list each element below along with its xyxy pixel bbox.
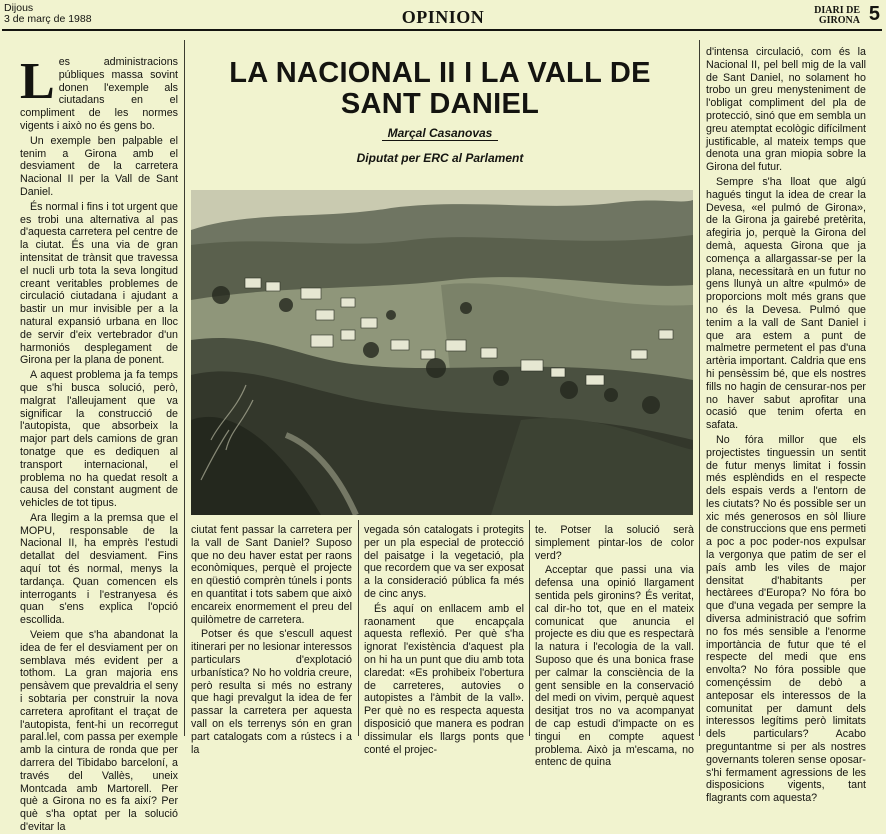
paragraph: Potser és que s'escull aquest itinerari per no lesionar interessos particulars d'explotació urbanística? No ho voldria creure, però resulta si més no estrany que hagi prevalgut la idea de fer passar la carretera per aquesta vall on els terrenys són en gran part catalogats com a rústecs i a la <box>191 628 352 756</box>
column-divider <box>184 40 185 736</box>
article-column-2 <box>191 524 352 756</box>
author-role: Diputat per ERC al Parlament <box>356 151 524 165</box>
paragraph: És normal i fins i tot urgent que es trobi una alternativa al pas d'aquesta carretera pel centre de la ciutat. És una via de gran intensitat de trànsit que travessa el nucli urb tota la seva longitud creant veritables problemes de circulació ciutadana i ajudant a bastir un mur invisible per a la natural expansió urbana en lloc de servir d'eix vertebrador d'un harmoniós desplegament de Girona per la plana de ponent. <box>20 200 178 367</box>
drop-cap: L <box>20 53 55 110</box>
article-column-4 <box>535 524 694 769</box>
paragraph: A aquest problema ja fa temps que s'hi busca solució, però, malgrat l'alleujament que va significar la construcció de l'autopista, que absorbeix la major part dels camions de gran tonatge que es dediquen al transport internacional, el problema no ha quedat resolt a causa del constant augment de vehicles de tot tipus. <box>20 369 178 510</box>
issue-full-date: 3 de març de 1988 <box>4 13 92 25</box>
paragraph: Acceptar que passi una via defensa una opinió llargament sentida pels gironins? És veritat, cal dir-ho tot, que en el mateix comunicat que anuncia el projecte es diu que es respectarà la natura i l'ecologia de la vall. Suposo que és una bonica frase per calmar la consciència de la gent sensible en la conservació del medi on vivim, perquè aquest desitjat tros no va acompanyat de cap estudi d'impacte on es tingui en compte aquest problema. Això ja m'escama, no entenc de quina <box>535 564 694 769</box>
newspaper-name <box>814 6 860 26</box>
article-title: LA NACIONAL II I LA VALL DE SANT DANIEL <box>229 57 651 120</box>
page-number: 5 <box>868 3 880 25</box>
paragraph: te. Potser la solució serà simplement pintar-los de color verd? <box>535 524 694 562</box>
valley-landscape-photo <box>191 190 693 515</box>
article-column-5 <box>706 46 866 805</box>
column-divider <box>358 520 359 736</box>
paragraph: ciutat fent passar la carretera per la vall de Sant Daniel? Suposo que no deu haver estat per raons econòmiques, perquè el projecte en qüestió comprèn túnels i ponts en quantitat i tots sabem que això encareix enormement el preu del quilòmetre de carretera. <box>191 524 352 626</box>
paragraph: Veiem que s'ha abandonat la idea de fer el desviament per on semblava més evident per a tothom. La gran majoria ens pensàvem que prevaldria el seny i sobtaria per construir la nova carretera aprofitant el traçat de l'autopista, fent-hi un recorregut paral.lel, com passa per exemple amb la cintura de ronda que per darrera del Tibidabo barceloní, a través del Vallès, uneix Montcada amb Martorell. Per què a Girona no es fa així? Per què s'ha optat per la solució d'evitar la <box>20 629 178 834</box>
paragraph: No fóra millor que els projectistes tinguessin un sentit de futur menys limitat i fossin més esplèndids en el respecte dels espais verds a l'entorn de les ciutats? No és possible ser un xic més generosos en sòl lliure de construccions que ens permeti a poc a poc poder-nos expulsar la vergonya que patim de ser el país amb les viles de major densitat d'habitants per hectàrees d'Europa? No fóra bo que d'una vegada per sempre la diversa administració que sofrim no fos més sensible a l'enorme importància de futur que té el respecte del medi que ens envolta? No fóra possible que començéssim de debò a anteposar els interessos de la comunitat per damunt dels interessos legítims però limitats dels particulars? Acabo preguntantme si per als nostres governants toleren sense oposar-s'hi fermament agressions de les disposicions vigents, tant flagrants com aquesta? <box>706 433 866 805</box>
newspaper-name-line1: DIARI DE <box>814 5 860 16</box>
lead-paragraph <box>20 53 178 133</box>
column-divider <box>529 520 530 736</box>
paragraph: Un exemple ben palpable el tenim a Girona amb el desviament de la carretera Nacional II per la Vall de Sant Daniel. <box>20 134 178 198</box>
newspaper-name-line2: GIRONA <box>818 15 860 26</box>
paragraph: Sempre s'ha lloat que algú hagués tingut la idea de crear la Devesa, «el pulmó de Girona», de la Girona ja gairebé pretèrita, afegiria jo, perquè la Girona del demà, aquesta Girona que ja comença a allargassar-se per la plana, necessitarà en un futur no gens llunyà un altre «pulmó» de proporcions molt més grans que no és la Devesa. Pulmó que tenim a la vall de Sant Daniel i que ara estem a punt de malmetre permetent el pas d'una artèria important. Caldria que ens hi pensèssim bé, que els nostres fills no hagin de censurar-nos per no haver sabut aprofitar una ocasió que tenim oferta en safata. <box>706 175 866 432</box>
paragraph-text: es administracions públiques massa sovint donen l'exemple als ciutadans en el compliment de les normes vigents i això no és gens bo. <box>20 56 178 132</box>
header-rule <box>2 29 882 31</box>
column-divider <box>699 40 700 736</box>
article-column-3 <box>364 524 524 756</box>
paragraph: És aquí on enllacem amb el raonament que encapçala aquesta reflexió. Per què s'ha ignorat l'existència d'aquest pla on hi ha un punt que diu amb tota claredat: «Es prohibeix l'obertura de carreteres, autovies o autopistes a l'àmbit de la vall». Per què no es respecta aquesta disposició que manera es podran dissimular els llargs ponts que conté el projec- <box>364 602 524 756</box>
article-column-1 <box>20 53 178 834</box>
author-name: Marçal Casanovas <box>382 126 499 141</box>
article-author <box>186 126 694 140</box>
paragraph: vegada són catalogats i protegits per un pla especial de protecció del paisatge i la vegetació, pla que recordem que va ser exposat a la consideració pública fa més de cinc anys. <box>364 524 524 600</box>
issue-day: Dijous <box>4 2 34 14</box>
paragraph: d'intensa circulació, com és la Nacional II, pel bell mig de la vall de Sant Daniel, no solament ho trobo un greu menysteniment de l'obligat compliment del pla de protecció, sinó que em sembla un greu atemptat ecològic difícilment justificable, al mateix temps que denota una gran miopia sobre la Girona del futur. <box>706 46 866 174</box>
paragraph: Ara llegim a la premsa que el MOPU, responsable de la Nacional II, ha emprès l'estudi detallat del desviament. Fins aquí tot és normal, menys la tardança. Quan comencen els interrogants i l'estranyesa és quan s'ens explica l'opció escollida. <box>20 511 178 627</box>
section-title: OPINION <box>401 7 485 27</box>
